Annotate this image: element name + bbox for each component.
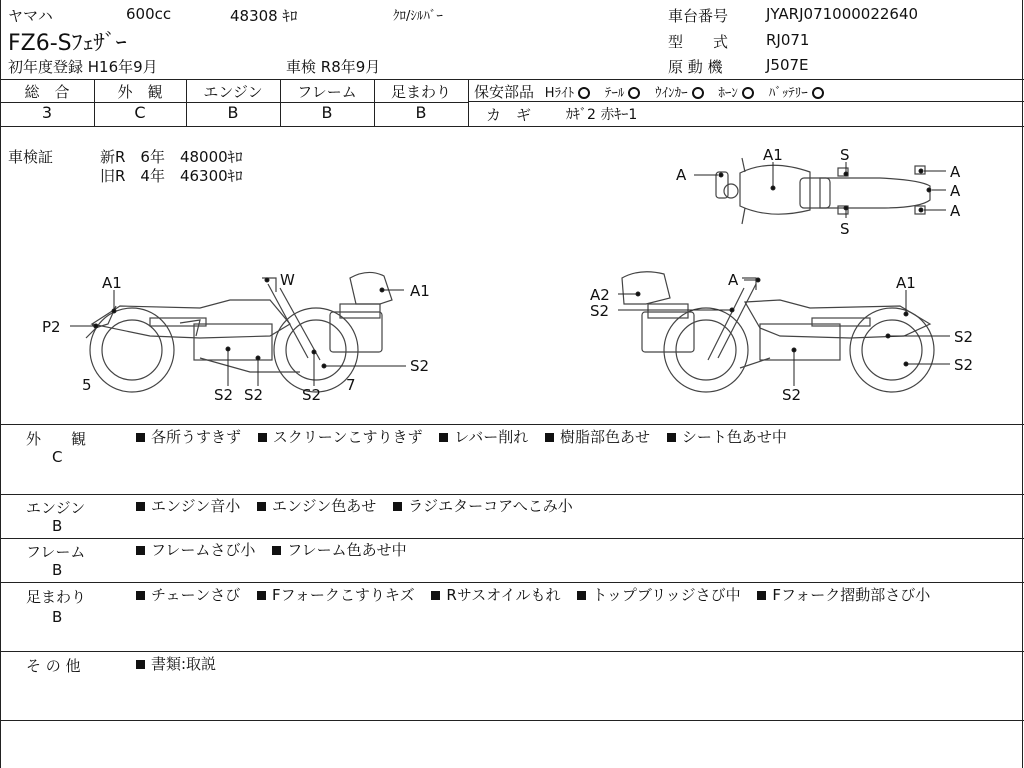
bike-right-view: [622, 272, 934, 392]
note-text-suspension: チェーンさび Fフォークこすりキズ Rサスオイルもれ トップブリッジさび中 Fフォーク摺動部さび小: [136, 584, 1016, 606]
label-left-5: 5: [82, 376, 92, 394]
overall-grade: 3: [41, 103, 53, 122]
bullet-square-icon: [757, 591, 766, 600]
frame-grade-label: フレーム: [297, 83, 357, 101]
engine-label: 原 動 機: [668, 58, 723, 76]
label-top-a-r1: A: [950, 163, 961, 181]
bike-top-view: [716, 158, 930, 224]
note-text-engine: エンジン音小 エンジン色あせ ラジエターコアへこみ小: [136, 495, 1016, 517]
bullet-square-icon: [439, 433, 448, 442]
engine-grade: B: [227, 103, 239, 122]
displacement: 600cc: [126, 5, 172, 23]
label-top-s-top: S: [840, 146, 850, 164]
engine-value: J507E: [766, 56, 809, 74]
note-text-exterior: 各所うすきず スクリーンこすりきず レバー削れ 樹脂部色あせ シート色あせ中: [136, 426, 1016, 448]
note-grade-suspension: B: [52, 608, 63, 626]
bullet-square-icon: [136, 660, 145, 669]
key-value: ｶｷﾞ2 赤ｷｰ1: [566, 107, 638, 123]
note-title-exterior: 外 観: [26, 430, 87, 448]
bullet-square-icon: [667, 433, 676, 442]
bullet-square-icon: [272, 546, 281, 555]
key-label: カ ギ: [486, 106, 532, 124]
safety-item-winker: ｳｲﾝｶｰ: [655, 86, 714, 101]
label-left-s2-right: S2: [410, 357, 430, 375]
note-text-other: 書類:取説: [136, 653, 1016, 675]
label-right-s2-r2: S2: [954, 356, 974, 374]
cert-label: 車検証: [8, 148, 54, 166]
type-label: 型 式: [668, 33, 729, 51]
label-right-a1: A1: [896, 274, 916, 292]
bullet-square-icon: [257, 502, 266, 511]
ok-circle-icon: [628, 87, 640, 99]
label-right-s2-bottom: S2: [782, 386, 802, 404]
suspension-grade-label: 足まわり: [390, 83, 451, 101]
border-right: [1022, 0, 1023, 768]
label-right-s2-r1: S2: [954, 328, 974, 346]
bullet-square-icon: [431, 591, 440, 600]
safety-label: 保安部品: [474, 83, 535, 101]
label-top-s-bottom: S: [840, 220, 850, 238]
safety-item-horn: ﾎｰﾝ: [718, 86, 764, 101]
frame-no: JYARJ071000022640: [766, 5, 919, 23]
bullet-square-icon: [393, 502, 402, 511]
label-right-a: A: [728, 271, 739, 289]
note-grade-exterior: C: [52, 448, 63, 466]
bullet-square-icon: [258, 433, 267, 442]
overall-label: 総 合: [24, 83, 70, 101]
note-grade-engine: B: [52, 517, 63, 535]
inspection-date: 車検 R8年9月: [286, 58, 381, 76]
exterior-grade: C: [134, 103, 146, 122]
frame-no-label: 車台番号: [668, 7, 729, 25]
grade-table-top: [0, 79, 1024, 80]
label-left-p2: P2: [42, 318, 61, 336]
bullet-square-icon: [136, 502, 145, 511]
bike-diagrams: [0, 128, 1022, 424]
note-text-frame: フレームさび小 フレーム色あせ中: [136, 539, 1016, 561]
safety-parts: [474, 81, 824, 102]
label-top-a-left: A: [676, 166, 687, 184]
label-left-s2-c: S2: [302, 386, 322, 404]
bullet-square-icon: [136, 546, 145, 555]
safety-item-headlight: Hﾗｲﾄ: [545, 86, 600, 101]
label-top-a-r2: A: [950, 182, 961, 200]
grade-table-bottom: [0, 126, 1024, 127]
bike-left-view: [86, 272, 392, 392]
cert-new: 新R 6年 48000ｷﾛ: [100, 148, 243, 166]
cert-old: 旧R 4年 46300ｷﾛ: [100, 167, 243, 185]
suspension-grade: B: [415, 103, 427, 122]
label-left-s2-a: S2: [214, 386, 234, 404]
exterior-label: 外 観: [117, 83, 163, 101]
model-name: FZ6-Sﾌｪｻﾞｰ: [8, 31, 127, 56]
label-top-a1: A1: [763, 146, 783, 164]
label-right-a2: A2: [590, 286, 610, 304]
first-registration: 初年度登録 H16年9月: [8, 58, 158, 76]
type-value: RJ071: [766, 31, 810, 49]
note-title-other: そ の 他: [26, 657, 81, 675]
bullet-square-icon: [577, 591, 586, 600]
bullet-square-icon: [136, 591, 145, 600]
safety-item-battery: ﾊﾞｯﾃﾘｰ: [769, 86, 824, 101]
note-grade-frame: B: [52, 561, 63, 579]
ok-circle-icon: [692, 87, 704, 99]
bullet-square-icon: [545, 433, 554, 442]
maker: ヤマハ: [8, 7, 53, 25]
note-title-frame: フレーム: [26, 543, 86, 561]
label-left-w: W: [280, 271, 295, 289]
mileage: 48308 ｷﾛ: [230, 7, 298, 25]
label-left-s2-b: S2: [244, 386, 264, 404]
note-title-engine: エンジン: [26, 499, 86, 517]
bullet-square-icon: [257, 591, 266, 600]
color: ｸﾛ/ｼﾙﾊﾞｰ: [393, 9, 443, 24]
label-left-a1: A1: [102, 274, 122, 292]
engine-grade-label: エンジン: [203, 83, 263, 101]
label-left-7: 7: [346, 376, 356, 394]
ok-circle-icon: [578, 87, 590, 99]
bullet-square-icon: [136, 433, 145, 442]
ok-circle-icon: [742, 87, 754, 99]
label-top-a-r3: A: [950, 202, 961, 220]
label-right-s2-left: S2: [590, 302, 610, 320]
label-left-a1-tank: A1: [410, 282, 430, 300]
frame-grade: B: [321, 103, 333, 122]
ok-circle-icon: [812, 87, 824, 99]
safety-item-tail: ﾃｰﾙ: [605, 86, 651, 101]
note-title-suspension: 足まわり: [26, 588, 87, 606]
